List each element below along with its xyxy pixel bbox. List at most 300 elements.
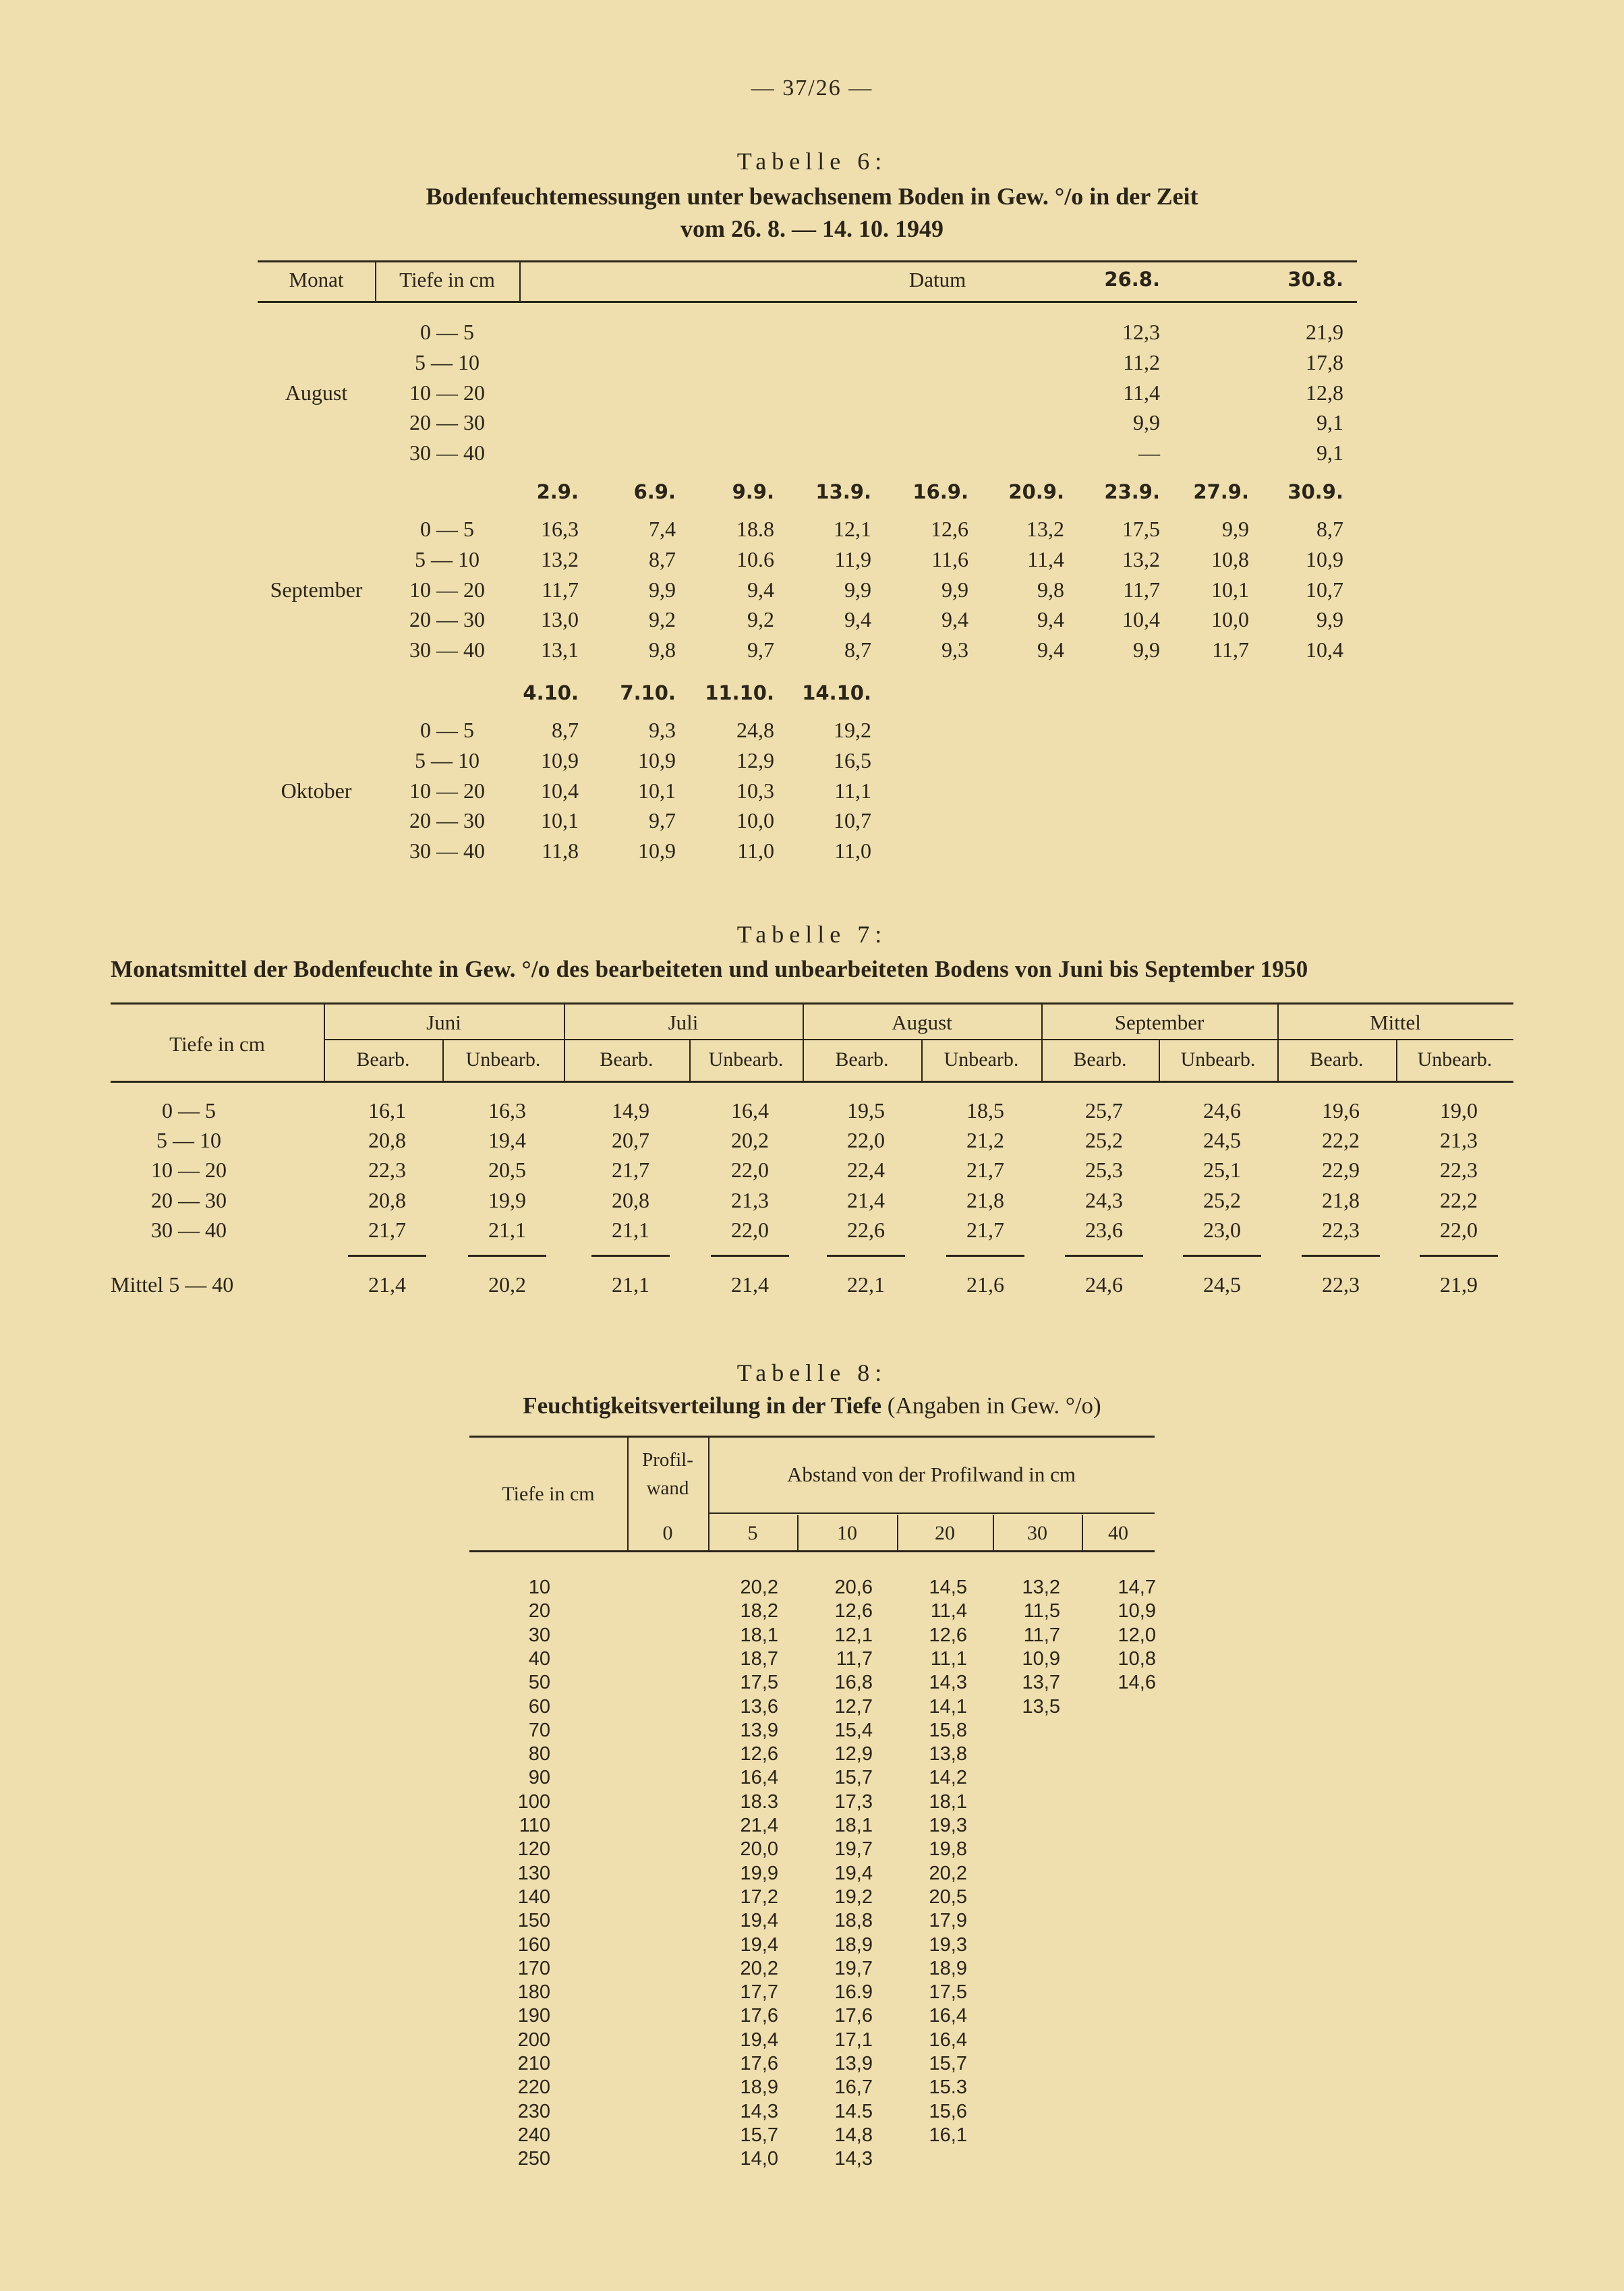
table8-value-cell: 15,8: [929, 1719, 967, 1741]
table6-value-cell: 11,9: [834, 546, 871, 571]
table6-value-cell: 9,4: [941, 607, 968, 632]
table8-value-cell: 15,7: [834, 1767, 873, 1789]
table7-value-cell: 20,8: [612, 1187, 649, 1212]
table8-value-cell: 19,3: [929, 1933, 967, 1956]
table8-value-cell: 18,8: [834, 1910, 873, 1932]
table6-value-cell: 10,4: [541, 778, 579, 803]
table8-depth-label: 130: [517, 1862, 550, 1884]
table6-depth-label: 5 — 10: [415, 747, 480, 772]
table6-value-cell: 13,2: [1122, 546, 1160, 571]
table8-value-cell: 14,1: [929, 1695, 967, 1718]
table8-value-cell: 14,5: [929, 1577, 967, 1598]
table8-distance-header: 20: [935, 1522, 955, 1544]
table7-divider: [1041, 1004, 1043, 1081]
table8-header-rule: [469, 1550, 1155, 1552]
table6-value-cell: 11,8: [542, 839, 579, 864]
table8-depth-label: 220: [517, 2076, 550, 2099]
table7-value-cell: 16,1: [368, 1098, 406, 1123]
table6-depth-label: 0 — 5: [420, 517, 474, 541]
table8-value-cell: 17,9: [929, 1910, 967, 1932]
table6-value-cell: 9,4: [1037, 607, 1064, 632]
table6-date-header: 6.9.: [633, 480, 676, 503]
table8-value-cell: 19,4: [740, 1910, 778, 1932]
page-number: — 37/26 —: [751, 76, 873, 101]
table6-value-cell: 9,9: [1316, 607, 1343, 632]
table7-sub-header: Bearb.: [835, 1048, 889, 1071]
table8-value-cell: 20,2: [929, 1862, 967, 1884]
table8-depth-label: 200: [517, 2029, 550, 2051]
table6-value-cell: 12,9: [736, 747, 774, 772]
table8-divider: [897, 1515, 898, 1550]
table6-value-cell: 9,9: [1222, 517, 1249, 541]
table7-value-cell: 21,2: [966, 1128, 1004, 1153]
table8-value-cell: 13,5: [1022, 1695, 1060, 1718]
table6-value-cell: 9,1: [1316, 410, 1343, 435]
table6-value-cell: 9,2: [747, 607, 774, 632]
table6-value-cell: 11,1: [834, 778, 871, 803]
table7-sum-underline: [468, 1255, 546, 1257]
table7-sub-header: Unbearb.: [1180, 1048, 1256, 1071]
table6-value-cell: 13,2: [1026, 517, 1064, 541]
table8-title-bold: Feuchtigkeitsverteilung in der Tiefe: [523, 1392, 882, 1419]
table6-depth-label: 0 — 5: [420, 320, 474, 344]
table7-divider: [689, 1040, 691, 1081]
table7-value-cell: 20,8: [368, 1128, 406, 1153]
table7-value-cell: 22,2: [1440, 1187, 1478, 1212]
table8-depth-label: 80: [528, 1743, 550, 1765]
table7-value-cell: 25,2: [1085, 1128, 1123, 1153]
table8-depth-label: 60: [528, 1695, 550, 1718]
table6-depth-label: 20 — 30: [409, 607, 485, 632]
table7-value-cell: 23,0: [1203, 1217, 1241, 1242]
table8-value-cell: 16,4: [929, 2005, 967, 2027]
table7-divider: [803, 1004, 804, 1081]
table6-date-header: 23.9.: [1104, 480, 1160, 503]
table8-value-cell: 10,9: [1118, 1600, 1156, 1622]
table7-value-cell: 20,8: [368, 1187, 406, 1212]
table8-distance-header: 40: [1108, 1522, 1128, 1544]
table6-date-header: 9.9.: [732, 480, 774, 503]
table6-value-cell: 17,8: [1306, 349, 1343, 374]
table6-depth-label: 20 — 30: [409, 808, 485, 833]
table8-divider: [1082, 1515, 1083, 1550]
table8-value-cell: 20,5: [929, 1886, 967, 1908]
table6-date-header: 30.9.: [1287, 480, 1343, 503]
table6-value-cell: 9,3: [649, 718, 676, 742]
table6-value-cell: 12,6: [931, 517, 968, 541]
table6-value-cell: 9,7: [747, 638, 774, 662]
table7-divider: [1396, 1040, 1397, 1081]
table8-value-cell: 19,2: [834, 1886, 873, 1908]
table6-value-cell: 10,7: [834, 808, 871, 833]
table7-sub-header: Bearb.: [356, 1048, 410, 1071]
table6-month-label: September: [270, 577, 363, 602]
table7-value-cell: 19,6: [1322, 1098, 1360, 1123]
table6-value-cell: 10,3: [736, 778, 774, 803]
table7-value-cell: 21,7: [612, 1158, 649, 1183]
table6-depth-label: 10 — 20: [409, 577, 485, 602]
table8-depth-label: 250: [517, 2148, 550, 2170]
table6-top-rule: [258, 260, 1357, 262]
table7-sum-underline: [946, 1255, 1024, 1257]
table8-value-cell: 12,1: [834, 1624, 873, 1646]
table6-value-cell: 11,4: [1027, 546, 1064, 571]
table8-depth-label: 10: [528, 1577, 550, 1598]
table6-title-line1: Bodenfeuchtemessungen unter bewachsenem Boden in Gew. °/o in der Zeit: [426, 183, 1198, 210]
table7-value-cell: 23,6: [1085, 1217, 1123, 1242]
table6-depth-label: 5 — 10: [415, 546, 480, 571]
table8-value-cell: 18,7: [740, 1647, 778, 1670]
table6-header-datum: Datum: [908, 268, 966, 291]
table6-value-cell: 9,9: [844, 577, 871, 602]
table6-value-cell: 12,1: [834, 517, 871, 541]
table6-value-cell: 12,8: [1306, 380, 1343, 405]
table7-sub-header: Unbearb.: [465, 1048, 541, 1071]
table8-value-cell: 16,4: [929, 2029, 967, 2051]
table6-date-header: 14.10.: [802, 681, 871, 704]
table7-value-cell: 19,5: [847, 1098, 885, 1123]
table8-value-cell: 19,4: [740, 2029, 778, 2051]
table8-value-cell: 18,2: [740, 1600, 778, 1622]
table7-mittel-cell: 24,5: [1203, 1272, 1241, 1297]
table7-value-cell: 25,1: [1203, 1158, 1241, 1183]
table7-value-cell: 21,1: [612, 1217, 649, 1242]
table7-month-header: September: [1114, 1011, 1205, 1034]
table7-sum-underline: [711, 1255, 789, 1257]
table7-value-cell: 22,3: [1322, 1217, 1360, 1242]
table7-value-cell: 22,6: [847, 1217, 885, 1242]
table6-value-cell: 10,4: [1122, 607, 1160, 632]
table6-value-cell: 9,9: [1133, 410, 1160, 435]
table6-date-header: 16.9.: [912, 480, 968, 503]
table7-mittel-cell: 21,1: [612, 1272, 649, 1297]
table6-value-cell: 11,0: [737, 839, 774, 864]
table8-depth-label: 230: [517, 2100, 550, 2122]
table6-value-cell: 8,7: [552, 718, 579, 742]
table8-value-cell: 18,9: [929, 1957, 967, 1979]
table7-value-cell: 16,3: [488, 1098, 526, 1123]
table6-value-cell: 10,9: [1306, 546, 1343, 571]
table8-depth-label: 180: [517, 1981, 550, 2004]
table6-value-cell: 11,7: [1212, 638, 1249, 662]
table7-value-cell: 22,0: [1440, 1217, 1478, 1242]
table8-depth-label: 240: [517, 2124, 550, 2146]
table7-sub-header: Bearb.: [1310, 1048, 1364, 1071]
table6-value-cell: 11,7: [542, 577, 579, 602]
table6-value-cell: 11,6: [931, 546, 968, 571]
table6-value-cell: 10,7: [1306, 577, 1343, 602]
table8-value-cell: 12,6: [929, 1624, 967, 1646]
table6-value-cell: 13,0: [541, 607, 579, 632]
table8-depth-label: 20: [528, 1600, 550, 1622]
table8-value-cell: 19,8: [929, 1838, 967, 1861]
table7-depth-label: 20 — 30: [151, 1187, 227, 1212]
table7-sub-header: Bearb.: [600, 1048, 654, 1071]
table8-value-cell: 15,7: [929, 2053, 967, 2074]
table6-date-header: 30.8.: [1287, 268, 1343, 291]
table8-value-cell: 14,3: [740, 2100, 778, 2122]
table6-depth-label: 30 — 40: [409, 638, 485, 662]
table7-sub-header: Unbearb.: [1417, 1048, 1492, 1071]
table6-value-cell: 8,7: [1316, 517, 1343, 541]
table7-divider: [324, 1004, 325, 1081]
table7-sum-underline: [827, 1255, 905, 1257]
table7-sum-underline: [1302, 1255, 1380, 1257]
table7-value-cell: 20,7: [612, 1128, 649, 1153]
table8-value-cell: 11,5: [1023, 1600, 1060, 1622]
table8-value-cell: 14,3: [834, 2148, 873, 2170]
table8-value-cell: 18,1: [740, 1624, 778, 1646]
table7-value-cell: 21,8: [966, 1187, 1004, 1212]
table8-value-cell: 17,6: [740, 2053, 778, 2074]
table8-value-cell: 16,4: [740, 1767, 778, 1789]
table8-value-cell: 12,9: [834, 1743, 873, 1765]
table6-date-header: 27.9.: [1193, 480, 1249, 503]
table6-value-cell: 9,7: [649, 808, 676, 833]
table7-value-cell: 20,5: [488, 1158, 526, 1183]
table8-depth-label: 90: [528, 1767, 550, 1789]
table6-date-header: 7.10.: [620, 681, 676, 704]
table6-value-cell: 10,9: [541, 747, 579, 772]
table7-divider: [1277, 1004, 1279, 1081]
table6-value-cell: 9,9: [1133, 638, 1160, 662]
table8-caption: Tabelle 8:: [736, 1359, 888, 1386]
table8-value-cell: 18.3: [740, 1790, 778, 1813]
table7-depth-label: 10 — 20: [151, 1158, 227, 1183]
table8-value-cell: 12,6: [834, 1600, 873, 1622]
table8-depth-label: 30: [528, 1624, 550, 1646]
table7-mid-rule: [324, 1039, 1513, 1040]
table6-value-cell: 9,3: [941, 638, 968, 662]
table8-top-rule: [469, 1436, 1155, 1438]
table8-value-cell: 14,2: [929, 1767, 967, 1789]
table8-distance-header: 0: [662, 1522, 673, 1544]
table6-value-cell: 10,9: [638, 747, 676, 772]
table8-value-cell: 15.3: [929, 2076, 967, 2099]
table8-header-profil2: wand: [646, 1477, 689, 1499]
table8-header-abstand: Abstand von der Profilwand in cm: [787, 1463, 1076, 1486]
table6-value-cell: 10,8: [1211, 546, 1249, 571]
table6-value-cell: 9,8: [649, 638, 676, 662]
table6-depth-label: 10 — 20: [409, 778, 485, 803]
table6-value-cell: 17,5: [1122, 517, 1160, 541]
table6-value-cell: 8,7: [844, 638, 871, 662]
table8-value-cell: 18,9: [740, 2076, 778, 2099]
table6-value-cell: 9,8: [1037, 577, 1064, 602]
table6-month-label: Oktober: [281, 778, 352, 803]
table7-depth-label: 5 — 10: [156, 1128, 221, 1153]
table8-value-cell: 16,8: [834, 1672, 873, 1694]
table6-value-cell: 9,9: [649, 577, 676, 602]
table6-value-cell: 9,1: [1316, 441, 1343, 465]
table6-date-header: 11.10.: [705, 681, 774, 704]
table6-value-cell: 19,2: [834, 718, 871, 742]
table8-value-cell: 12,6: [740, 1743, 778, 1765]
table7-value-cell: 24,3: [1085, 1187, 1123, 1212]
table8-depth-label: 70: [528, 1719, 550, 1741]
table6-value-cell: 9,4: [747, 577, 774, 602]
table8-depth-label: 120: [517, 1838, 550, 1861]
table8-value-cell: 16.9: [834, 1981, 873, 2004]
table7-value-cell: 22,0: [731, 1158, 769, 1183]
table8-depth-label: 140: [517, 1886, 550, 1908]
table6-value-cell: 11,0: [834, 839, 871, 864]
table8-value-cell: 13,7: [1022, 1672, 1060, 1694]
table8-value-cell: 14,6: [1118, 1672, 1156, 1694]
table7-value-cell: 19,9: [488, 1187, 526, 1212]
table7-mittel-cell: 21,4: [368, 1272, 406, 1297]
table6-value-cell: 10,1: [1211, 577, 1249, 602]
table7-top-rule: [111, 1002, 1513, 1005]
table8-value-cell: 20,6: [834, 1577, 873, 1598]
table7-month-header: Mittel: [1370, 1011, 1421, 1034]
table7-value-cell: 19,4: [488, 1128, 526, 1153]
table8-value-cell: 13,9: [834, 2053, 873, 2074]
table7-value-cell: 25,2: [1203, 1187, 1241, 1212]
table6-date-header: 20.9.: [1008, 480, 1064, 503]
table7-value-cell: 25,3: [1085, 1158, 1123, 1183]
table6-value-cell: 10,4: [1306, 638, 1343, 662]
table6-value-cell: 10,1: [638, 778, 676, 803]
table6-value-cell: 10.6: [736, 546, 774, 571]
table6-title-line2: vom 26. 8. — 14. 10. 1949: [680, 215, 944, 242]
table8-header-tiefe: Tiefe in cm: [502, 1483, 595, 1505]
table8-value-cell: 18,1: [834, 1815, 873, 1836]
table6-date-header: 4.10.: [523, 681, 579, 704]
table6-header-rule: [258, 301, 1357, 303]
table7-value-cell: 22,2: [1322, 1128, 1360, 1153]
table7-value-cell: 14,9: [612, 1098, 649, 1123]
table8-value-cell: 17,3: [834, 1790, 873, 1813]
table6-value-cell: 13,1: [541, 638, 579, 662]
table8-mid-rule: [708, 1512, 1155, 1514]
table7-value-cell: 22,0: [847, 1128, 885, 1153]
table8-distance-header: 10: [837, 1522, 857, 1544]
table7-sum-underline: [591, 1255, 670, 1257]
table7-value-cell: 20,2: [731, 1128, 769, 1153]
table8-depth-label: 170: [517, 1957, 550, 1979]
table7-mittel-cell: 21,9: [1440, 1272, 1478, 1297]
table8-value-cell: 15,6: [929, 2100, 967, 2122]
table8-depth-label: 190: [517, 2005, 550, 2027]
table8-divider: [797, 1515, 799, 1550]
table6-depth-label: 10 — 20: [409, 380, 485, 405]
table7-mittel-cell: 21,6: [966, 1272, 1004, 1297]
table6-value-cell: 11,7: [1123, 577, 1160, 602]
table6-depth-label: 30 — 40: [409, 441, 485, 465]
table8-depth-label: 210: [517, 2053, 550, 2074]
table6-value-cell: 16,5: [834, 747, 871, 772]
table8-value-cell: 12,7: [834, 1695, 873, 1718]
table8-value-cell: 11,7: [1023, 1624, 1060, 1646]
table8-value-cell: 14,3: [929, 1672, 967, 1694]
table7-value-cell: 21,8: [1322, 1187, 1360, 1212]
table6-value-cell: —: [1138, 441, 1160, 465]
table6-depth-label: 5 — 10: [415, 349, 480, 374]
table8-value-cell: 18,9: [834, 1933, 873, 1956]
table6-value-cell: 21,9: [1306, 320, 1343, 344]
table8-value-cell: 19,4: [740, 1933, 778, 1956]
table8-value-cell: 17,2: [740, 1886, 778, 1908]
table8-title: [0, 1392, 1624, 1419]
table6-value-cell: 7,4: [649, 517, 676, 541]
table7-sub-header: Bearb.: [1073, 1048, 1127, 1071]
table8-depth-label: 100: [517, 1790, 550, 1813]
table8-value-cell: 17,6: [834, 2005, 873, 2027]
table8-value-cell: 19,7: [834, 1838, 873, 1861]
table8-value-cell: 13,6: [740, 1695, 778, 1718]
table8-value-cell: 16,1: [929, 2124, 967, 2146]
table7-divider: [1159, 1040, 1160, 1081]
table7-depth-label: 30 — 40: [151, 1217, 227, 1242]
table7-mittel-label: Mittel 5 — 40: [111, 1272, 234, 1297]
table7-divider: [921, 1040, 923, 1081]
table8-value-cell: 20,0: [740, 1838, 778, 1861]
table8-value-cell: 20,2: [740, 1957, 778, 1979]
table8-value-cell: 13,9: [740, 1719, 778, 1741]
table8-depth-label: 50: [528, 1672, 550, 1694]
table8-value-cell: 19,3: [929, 1815, 967, 1836]
table7-value-cell: 22,4: [847, 1158, 885, 1183]
table7-month-header: Juni: [426, 1011, 461, 1034]
table7-value-cell: 21,1: [488, 1217, 526, 1242]
table6-date-header: 13.9.: [815, 480, 871, 503]
table6-depth-label: 0 — 5: [420, 718, 474, 742]
table7-value-cell: 24,6: [1203, 1098, 1241, 1123]
table7-value-cell: 21,3: [1440, 1128, 1478, 1153]
table7-sub-header: Unbearb.: [944, 1048, 1019, 1071]
table6-value-cell: 9,2: [649, 607, 676, 632]
table8-value-cell: 11,4: [930, 1600, 967, 1622]
table7-value-cell: 19,0: [1440, 1098, 1478, 1123]
table7-value-cell: 16,4: [731, 1098, 769, 1123]
table7-header-rule: [111, 1081, 1513, 1083]
table7-value-cell: 22,0: [731, 1217, 769, 1242]
table6-value-cell: 16,3: [541, 517, 579, 541]
table6-date-header: 2.9.: [536, 480, 579, 503]
table8-value-cell: 11,7: [836, 1647, 873, 1670]
table7-value-cell: 25,7: [1085, 1098, 1123, 1123]
table7-sum-underline: [1065, 1255, 1143, 1257]
table8-header-profil1: Profil-: [642, 1449, 693, 1471]
table8-value-cell: 12,0: [1118, 1624, 1156, 1646]
table7-value-cell: 22,3: [368, 1158, 406, 1183]
table7-sum-underline: [348, 1255, 426, 1257]
table7-value-cell: 21,4: [847, 1187, 885, 1212]
table6-value-cell: 12,3: [1122, 320, 1160, 344]
table8-value-cell: 14.5: [834, 2100, 873, 2122]
table8-distance-header: 30: [1027, 1522, 1047, 1544]
table8-value-cell: 15,7: [740, 2124, 778, 2146]
table7-sub-header: Unbearb.: [708, 1048, 784, 1071]
table8-value-cell: 14,0: [740, 2148, 778, 2170]
table7-mittel-cell: 21,4: [731, 1272, 769, 1297]
table8-value-cell: 17,7: [740, 1981, 778, 2004]
table6-value-cell: 9,4: [1037, 638, 1064, 662]
table7-sum-underline: [1183, 1255, 1261, 1257]
table6-header-tiefe: Tiefe in cm: [399, 268, 495, 291]
table7-title: Monatsmittel der Bodenfeuchte in Gew. °/o des bearbeiteten und unbearbeiteten Bodens von Juni bis September 1950: [111, 956, 1308, 982]
table7-divider: [564, 1004, 565, 1081]
table6-month-label: August: [285, 380, 348, 405]
table6-value-cell: 9,4: [844, 607, 871, 632]
table7-value-cell: 21,7: [966, 1217, 1004, 1242]
table7-mittel-cell: 20,2: [488, 1272, 526, 1297]
table8-value-cell: 13,2: [1022, 1577, 1060, 1598]
table8-value-cell: 17,6: [740, 2005, 778, 2027]
table8-distance-header: 5: [747, 1522, 758, 1544]
table7-header-tiefe: Tiefe in cm: [169, 1032, 265, 1056]
